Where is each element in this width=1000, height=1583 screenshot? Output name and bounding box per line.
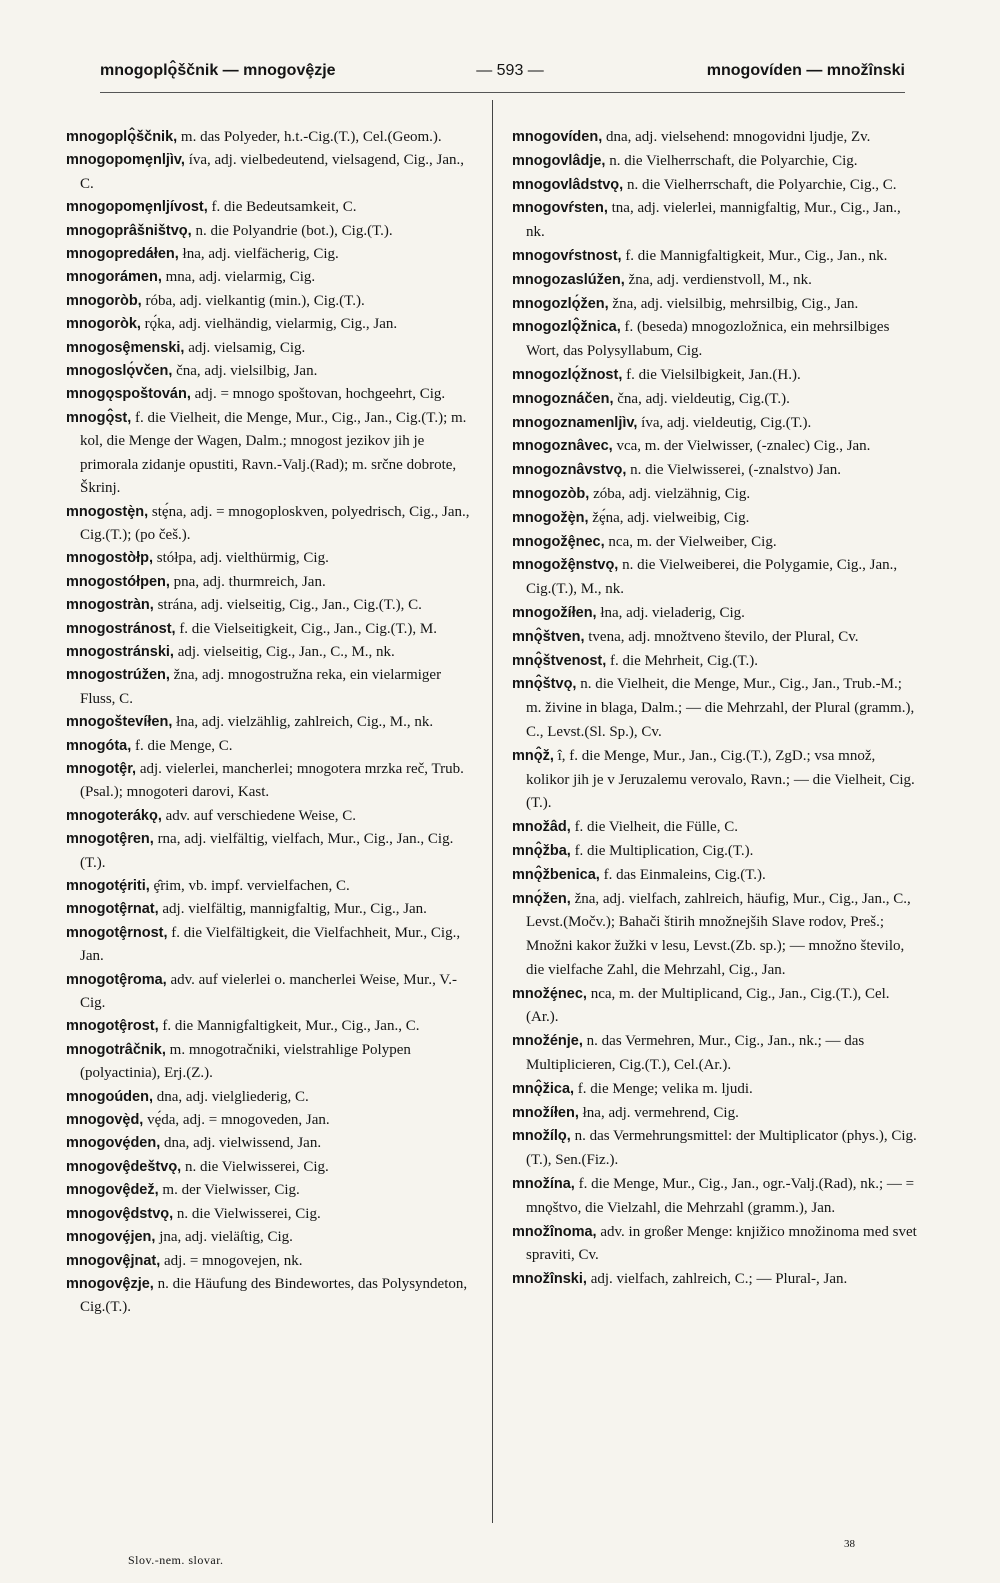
right-column	[512, 126, 918, 1292]
entry-headword: mnogotȩ̂roma,	[66, 971, 167, 988]
dictionary-entry	[66, 571, 477, 594]
entry-definition: n. die Häufung des Bindewortes, das Polysyndeton, Cig.(T.).	[80, 1275, 468, 1316]
entry-headword: mnogóta,	[66, 737, 132, 754]
entry-headword: mnogoslǫ́včen,	[66, 363, 173, 380]
entry-definition: žna, adj. vielfach, zahlreich, häufig, Mur., Cig., Jan., C., Levst.(Močv.); Bahači štirih množnejših Slave rodov, Preš.; Množni kakor žužki v lesu, Levst.(Zb. sp.); — množno število, die vielfache Zahl, die Mehrzahl, Cig., Jan.	[526, 890, 911, 978]
entry-definition: žna, adj. mnogostružna reka, ein vielarmiger Fluss, C.	[80, 667, 442, 707]
dictionary-entry	[512, 293, 918, 317]
dictionary-entry	[512, 816, 918, 840]
entry-definition: f. die Menge; velika m. ljudi.	[577, 1080, 753, 1097]
entry-headword: mnogotȩ̂rnat,	[66, 901, 159, 918]
entry-definition: n. die Vielwisserei, Cig.	[184, 1158, 329, 1175]
entry-headword: mnogozaslúžen,	[512, 271, 625, 288]
dictionary-entry	[512, 150, 918, 174]
dictionary-entry	[512, 174, 918, 198]
entry-headword: mnǫ̂žbenica,	[512, 866, 600, 883]
dictionary-entry	[512, 412, 918, 436]
entry-headword: mnogostòłp,	[66, 550, 153, 567]
running-header	[100, 58, 905, 92]
dictionary-entry	[66, 126, 477, 149]
entry-definition: dna, adj. vielsehend: mnogovidni ljudje, Zv.	[605, 129, 871, 145]
entry-definition: strána, adj. vielseitig, Cig., Jan., Cig.(T.), C.	[157, 597, 422, 614]
entry-headword: mnogovȩ́jen,	[66, 1229, 156, 1246]
entry-headword: množíłen,	[512, 1104, 579, 1121]
entry-headword: mnogožȩ̂nec,	[512, 533, 605, 550]
entry-definition: pna, adj. thurmreich, Jan.	[173, 573, 326, 590]
entry-headword: mnǫ̂štven,	[512, 628, 585, 645]
entry-headword: mnogopomȩnljìv,	[66, 152, 185, 169]
dictionary-entry	[66, 407, 477, 501]
sheet-number: 38	[844, 1538, 855, 1550]
dictionary-entry	[66, 337, 477, 360]
dictionary-entry	[66, 1015, 477, 1038]
entry-headword: mnǫ́žen,	[512, 890, 571, 907]
dictionary-entry	[66, 711, 477, 734]
entry-definition: tna, adj. vielerlei, mannigfaltig, Mur., Cig., Jan., nk.	[526, 200, 901, 241]
dictionary-entry	[512, 316, 918, 364]
entry-definition: n. die Vielwisserei, Cig.	[176, 1205, 321, 1222]
entry-definition: íva, adj. vieldeutig, Cig.(T.).	[641, 414, 812, 431]
dictionary-entry	[512, 888, 918, 983]
dictionary-entry	[66, 290, 477, 313]
entry-headword: mnogoròk,	[66, 316, 141, 333]
dictionary-entry	[512, 626, 918, 650]
entry-headword: mnǫ̂štvenost,	[512, 652, 607, 669]
dictionary-entry	[66, 875, 477, 898]
dictionary-entry	[512, 388, 918, 412]
dictionary-entry	[512, 364, 918, 388]
entry-headword: mnogostȩ̀n,	[66, 503, 149, 520]
entry-headword: mnogotȩ̂ren,	[66, 831, 154, 848]
dictionary-entry	[66, 220, 477, 243]
entry-definition: ȩ̂rim, vb. impf. vervielfachen, C.	[153, 878, 350, 894]
entry-headword: mnogotȩ̂rost,	[66, 1018, 159, 1035]
entry-definition: adv. auf verschiedene Weise, C.	[165, 807, 357, 824]
dictionary-entry	[66, 594, 477, 617]
entry-headword: mnogozòb,	[512, 485, 590, 502]
entry-headword: mnogoznâvec,	[512, 438, 613, 455]
entry-headword: mnǫ̂žba,	[512, 842, 571, 859]
entry-headword: mnogovȩ̂zje,	[66, 1275, 154, 1292]
entry-definition: adj. vielfach, zahlreich, C.; — Plural-, Jan.	[590, 1271, 848, 1288]
entry-definition: f. die Vielfältigkeit, die Vielfachheit, Mur., Cig., Jan.	[80, 924, 461, 965]
entry-headword: množînoma,	[512, 1223, 597, 1240]
entry-definition: m. das Polyeder, h.t.-Cig.(T.), Cel.(Geom.).	[180, 129, 442, 145]
entry-headword: mnogostràn,	[66, 597, 154, 614]
dictionary-entry	[66, 664, 477, 711]
entry-definition: adj. vielerlei, mancherlei; mnogotera mrzka reč, Trub.(Psal.); mnogoteri darovi, Kast.	[80, 760, 464, 801]
dictionary-entry	[66, 1132, 477, 1155]
entry-headword: mnogostrúžen,	[66, 667, 170, 684]
dictionary-entry	[512, 745, 918, 816]
entry-headword: množénje,	[512, 1033, 583, 1050]
dictionary-entry	[66, 243, 477, 266]
entry-definition: adj. vielfältig, mannigfaltig, Mur., Cig., Jan.	[162, 901, 427, 918]
entry-definition: f. die Mannigfaltigkeit, Mur., Cig., Jan., nk.	[625, 247, 888, 264]
entry-definition: rǫ́ka, adj. vielhändig, vielarmig, Cig., Jan.	[144, 316, 398, 333]
entry-headword: mnogovȩ̂dstvǫ,	[66, 1205, 174, 1222]
dictionary-entry	[512, 507, 918, 531]
entry-headword: mnogožȩ̂nstvǫ,	[512, 557, 619, 574]
entry-headword: množílǫ,	[512, 1128, 571, 1145]
dictionary-entry	[66, 1039, 477, 1086]
entry-headword: mnogozlǫ̂žnica,	[512, 319, 621, 336]
entry-definition: adj. = mnogovejen, nk.	[164, 1252, 303, 1269]
entry-definition: vȩ́da, adj. = mnogoveden, Jan.	[147, 1112, 330, 1129]
entry-definition: n. die Vielwisserei, (-znalstvo) Jan.	[630, 462, 842, 479]
entry-headword: mnogoròb,	[66, 292, 142, 309]
entry-definition: f. die Menge, C.	[135, 737, 233, 754]
entry-headword: množâd,	[512, 819, 571, 836]
dictionary-entry	[512, 531, 918, 555]
entry-definition: m. mnogotračniki, vielstrahlige Polypen (polyactinia), Erj.(Z.).	[80, 1041, 411, 1082]
entry-definition: n. das Vermehren, Mur., Cig., Jan., nk.; — das Multiplicieren, Cig.(T.), Cel.(Ar.).	[526, 1033, 865, 1074]
dictionary-entry	[66, 360, 477, 383]
entry-headword: mnogǫspoštován,	[66, 386, 191, 403]
entry-headword: mnogotrâčnik,	[66, 1041, 166, 1058]
entry-headword: mnogoznamenljìv,	[512, 414, 638, 431]
entry-headword: mnogostránost,	[66, 620, 176, 637]
dictionary-entry	[512, 840, 918, 864]
dictionary-entry	[512, 435, 918, 459]
dictionary-entry	[512, 1173, 918, 1221]
entry-headword: mnogopomȩnljívost,	[66, 199, 208, 216]
dictionary-entry	[66, 805, 477, 828]
entry-definition: n. die Vielheit, die Menge, Mur., Cig., Jan., Trub.-M.; m. živine in blaga, Dalm.; — die Mehrzahl, der Plural (gramm.), C., Levst.(Sl. Sp.), Cv.	[526, 676, 915, 740]
entry-definition: łna, adj. vermehrend, Cig.	[582, 1104, 739, 1121]
entry-headword: mnogostółpen,	[66, 573, 170, 590]
entry-headword: mnogoznáčen,	[512, 390, 614, 407]
dictionary-entry	[512, 126, 918, 150]
dictionary-entry	[66, 196, 477, 219]
signature-mark: Slov.-nem. slovar.	[128, 1553, 224, 1567]
dictionary-entry	[512, 269, 918, 293]
entry-headword: množînski,	[512, 1271, 587, 1288]
entry-definition: jna, adj. vieläſtig, Cig.	[159, 1229, 293, 1246]
dictionary-entry	[66, 149, 477, 196]
entry-headword: mnogotȩ̂rnost,	[66, 924, 168, 941]
dictionary-entry	[66, 1179, 477, 1202]
entry-headword: mnǫ̂žica,	[512, 1080, 575, 1097]
entry-headword: mnogovŕstnost,	[512, 247, 622, 264]
dictionary-entry	[66, 828, 477, 875]
entry-definition: f. die Vielsilbigkeit, Jan.(H.).	[626, 366, 801, 383]
dictionary-entry	[66, 313, 477, 336]
dictionary-entry	[512, 1221, 918, 1269]
entry-definition: íva, adj. vielbedeutend, vielsagend, Cig., Jan., C.	[80, 152, 465, 192]
entry-definition: dna, adj. vielwissend, Jan.	[164, 1135, 322, 1152]
entry-headword: mnogovlâdje,	[512, 152, 606, 169]
entry-definition: f. die Vielheit, die Fülle, C.	[574, 819, 738, 836]
entry-headword: mnogorámen,	[66, 269, 162, 286]
dictionary-entry	[512, 673, 918, 744]
dictionary-entry	[66, 266, 477, 289]
dictionary-entry	[66, 1226, 477, 1249]
entry-headword: mnǫ̂štvǫ,	[512, 676, 577, 693]
entry-headword: mnogotȩ̂r,	[66, 760, 137, 777]
entry-definition: f. die Vielseitigkeit, Cig., Jan., Cig.(T.), M.	[179, 620, 437, 637]
entry-definition: čna, adj. vieldeutig, Cig.(T.).	[617, 390, 790, 407]
entry-headword: mnogozlǫ́žnost,	[512, 366, 623, 383]
header-right-guideword: mnogovíden — množînski	[706, 62, 905, 79]
dictionary-entry	[66, 898, 477, 921]
dictionary-entry	[66, 501, 477, 548]
entry-headword: mnogovȩ̂deštvǫ,	[66, 1158, 182, 1175]
dictionary-entry	[512, 554, 918, 602]
dictionary-entry	[66, 969, 477, 1016]
entry-definition: adj. vielsamig, Cig.	[188, 339, 306, 356]
entry-definition: adj. = mnogo spoštovan, hochgeehrt, Cig.	[194, 386, 446, 403]
entry-definition: zóba, adj. vielzähnig, Cig.	[593, 485, 751, 502]
entry-definition: f. die Mehrheit, Cig.(T.).	[610, 652, 759, 669]
entry-definition: f. die Multiplication, Cig.(T.).	[574, 842, 754, 859]
dictionary-entry	[512, 245, 918, 269]
entry-headword: mnogovíden,	[512, 129, 603, 145]
dictionary-entry	[66, 735, 477, 758]
dictionary-entry	[512, 864, 918, 888]
left-column	[66, 126, 477, 1320]
dictionary-entry	[66, 641, 477, 664]
entry-definition: nca, m. der Vielweiber, Cig.	[608, 533, 777, 550]
entry-definition: vca, m. der Vielwisser, (-znalec) Cig., Jan.	[616, 438, 871, 455]
dictionary-entry	[66, 547, 477, 570]
dictionary-entry	[66, 758, 477, 805]
dictionary-entry	[512, 650, 918, 674]
column-divider	[492, 100, 493, 1523]
page-number: — 593 —	[476, 62, 544, 79]
dictionary-entry	[512, 459, 918, 483]
entry-definition: f. (beseda) mnogozložnica, ein mehrsilbiges Wort, das Polysyllabum, Cig.	[526, 319, 890, 360]
entry-definition: adv. auf vielerlei o. mancherlei Weise, Mur., V.-Cig.	[80, 971, 457, 1012]
entry-headword: mnogovȩ̀d,	[66, 1112, 144, 1129]
entry-definition: łna, adj. vielfächerig, Cig.	[182, 246, 339, 263]
entry-definition: čna, adj. vielsilbig, Jan.	[176, 363, 318, 380]
dictionary-entry	[66, 1203, 477, 1226]
entry-definition: f. die Bedeutsamkeit, C.	[211, 199, 357, 216]
entry-definition: n. die Vielherrschaft, die Polyarchie, Cig., C.	[626, 176, 897, 193]
entry-headword: množȩ́nec,	[512, 985, 587, 1002]
dictionary-entry	[512, 197, 918, 245]
entry-headword: mnogoúden,	[66, 1088, 153, 1105]
entry-definition: f. die Menge, Mur., Cig., Jan., ogr.-Valj.(Rad), nk.; — = mnǫštvo, die Vielzahl, die Mehrzahl (gramm.), Jan.	[526, 1176, 915, 1216]
dictionary-entry	[512, 983, 918, 1031]
entry-definition: f. die Mannigfaltigkeit, Mur., Cig., Jan., C.	[162, 1018, 420, 1035]
entry-headword: mnogožȩ̀n,	[512, 509, 589, 526]
entry-headword: mnogoprâšništvǫ,	[66, 222, 192, 239]
entry-definition: łna, adj. vieladerig, Cig.	[600, 604, 745, 621]
dictionary-entry	[512, 1125, 918, 1173]
entry-definition: žna, adj. verdienstvoll, M., nk.	[628, 271, 812, 288]
dictionary-entry	[66, 1086, 477, 1109]
entry-definition: stȩ́na, adj. = mnogoploskven, polyedrisch, Cig., Jan., Cig.(T.); (po češ.).	[80, 503, 470, 543]
entry-definition: tvena, adj. množtveno število, der Plural, Cv.	[588, 628, 859, 645]
entry-definition: mna, adj. vielarmig, Cig.	[165, 269, 316, 286]
entry-definition: n. die Vielweiberei, die Polygamie, Cig., Jan., Cig.(T.), M., nk.	[526, 557, 898, 598]
entry-definition: n. die Polyandrie (bot.), Cig.(T.).	[195, 222, 393, 239]
dictionary-entry	[66, 1250, 477, 1273]
dictionary-entry	[512, 1102, 918, 1126]
entry-definition: î, f. die Menge, Mur., Jan., Cig.(T.), ZgD.; vsa množ, kolikor jih je v Jeruzalemu verovalo, Ravn.; — die Vielheit, Cig.(T.).	[526, 747, 915, 812]
entry-headword: mnogoznâvstvǫ,	[512, 462, 627, 479]
entry-definition: łna, adj. vielzählig, zahlreich, Cig., M., nk.	[176, 714, 434, 731]
entry-definition: rna, adj. vielfältig, vielfach, Mur., Cig., Jan., Cig.(T.).	[80, 831, 454, 871]
header-left-guideword: mnogoplǫ̂ščnik — mnogovȩ̂zje	[100, 62, 336, 79]
entry-headword: mnogoplǫ̂ščnik,	[66, 129, 178, 145]
entry-headword: mnogǫ̂st,	[66, 409, 132, 426]
entry-headword: mnogoterákǫ,	[66, 807, 162, 824]
entry-headword: mnogožíłen,	[512, 604, 597, 621]
dictionary-entry	[512, 1268, 918, 1292]
dictionary-entry	[512, 1030, 918, 1078]
dictionary-entry	[512, 1078, 918, 1102]
entry-headword: mnogotȩ́riti,	[66, 878, 150, 894]
entry-definition: žna, adj. vielsilbig, mehrsilbig, Cig., Jan.	[612, 295, 859, 312]
dictionary-entry	[512, 483, 918, 507]
entry-definition: m. der Vielwisser, Cig.	[162, 1182, 300, 1199]
entry-definition: róba, adj. vielkantig (min.), Cig.(T.).	[145, 292, 365, 309]
entry-headword: množína,	[512, 1176, 575, 1193]
entry-headword: mnogovȩ́den,	[66, 1135, 161, 1152]
entry-definition: adv. in großer Menge: knjižico množinoma med svet spraviti, Cv.	[526, 1223, 917, 1264]
entry-headword: mnogosȩ̂menski,	[66, 339, 185, 356]
header-rule	[100, 92, 905, 93]
entry-headword: mnogostránski,	[66, 643, 174, 660]
entry-headword: mnogovlâdstvǫ,	[512, 176, 624, 193]
dictionary-entry	[66, 383, 477, 406]
dictionary-entry	[512, 602, 918, 626]
entry-headword: mnogopredáłen,	[66, 246, 179, 263]
entry-headword: mnogovȩ̂jnat,	[66, 1252, 161, 1269]
entry-definition: dna, adj. vielgliederig, C.	[156, 1088, 309, 1105]
dictionary-entry	[66, 1156, 477, 1179]
entry-definition: f. das Einmaleins, Cig.(T.).	[603, 866, 766, 883]
dictionary-entry	[66, 1273, 477, 1320]
dictionary-entry	[66, 1109, 477, 1132]
entry-definition: nca, m. der Multiplicand, Cig., Jan., Cig.(T.), Cel.(Ar.).	[526, 985, 890, 1026]
entry-definition: n. das Vermehrungsmittel: der Multiplicator (phys.), Cig.(T.), Sen.(Fiz.).	[526, 1128, 917, 1169]
entry-definition: adj. vielseitig, Cig., Jan., C., M., nk.	[177, 643, 395, 660]
dictionary-entry	[66, 618, 477, 641]
entry-definition: stółpa, adj. vielthürmig, Cig.	[156, 550, 329, 567]
entry-headword: mnǫ̂ž,	[512, 747, 554, 764]
entry-headword: mnogozlǫ́žen,	[512, 295, 609, 312]
entry-headword: mnogovŕsten,	[512, 200, 608, 217]
entry-headword: mnogovȩ̂dež,	[66, 1182, 159, 1199]
dictionary-entry	[66, 922, 477, 969]
entry-definition: f. die Vielheit, die Menge, Mur., Cig., Jan., Cig.(T.); m. kol, die Menge der Wagen, Dalm.; mnogost jezikov jih je primorala zidanje opustiti, Ravn.-Valj.(Rad); m. srčne dobrote, Škrinj.	[80, 409, 467, 497]
entry-headword: mnogoštevíłen,	[66, 714, 173, 731]
entry-definition: n. die Vielherrschaft, die Polyarchie, Cig.	[609, 152, 858, 169]
entry-definition: žȩ́na, adj. vielweibig, Cig.	[592, 509, 750, 526]
